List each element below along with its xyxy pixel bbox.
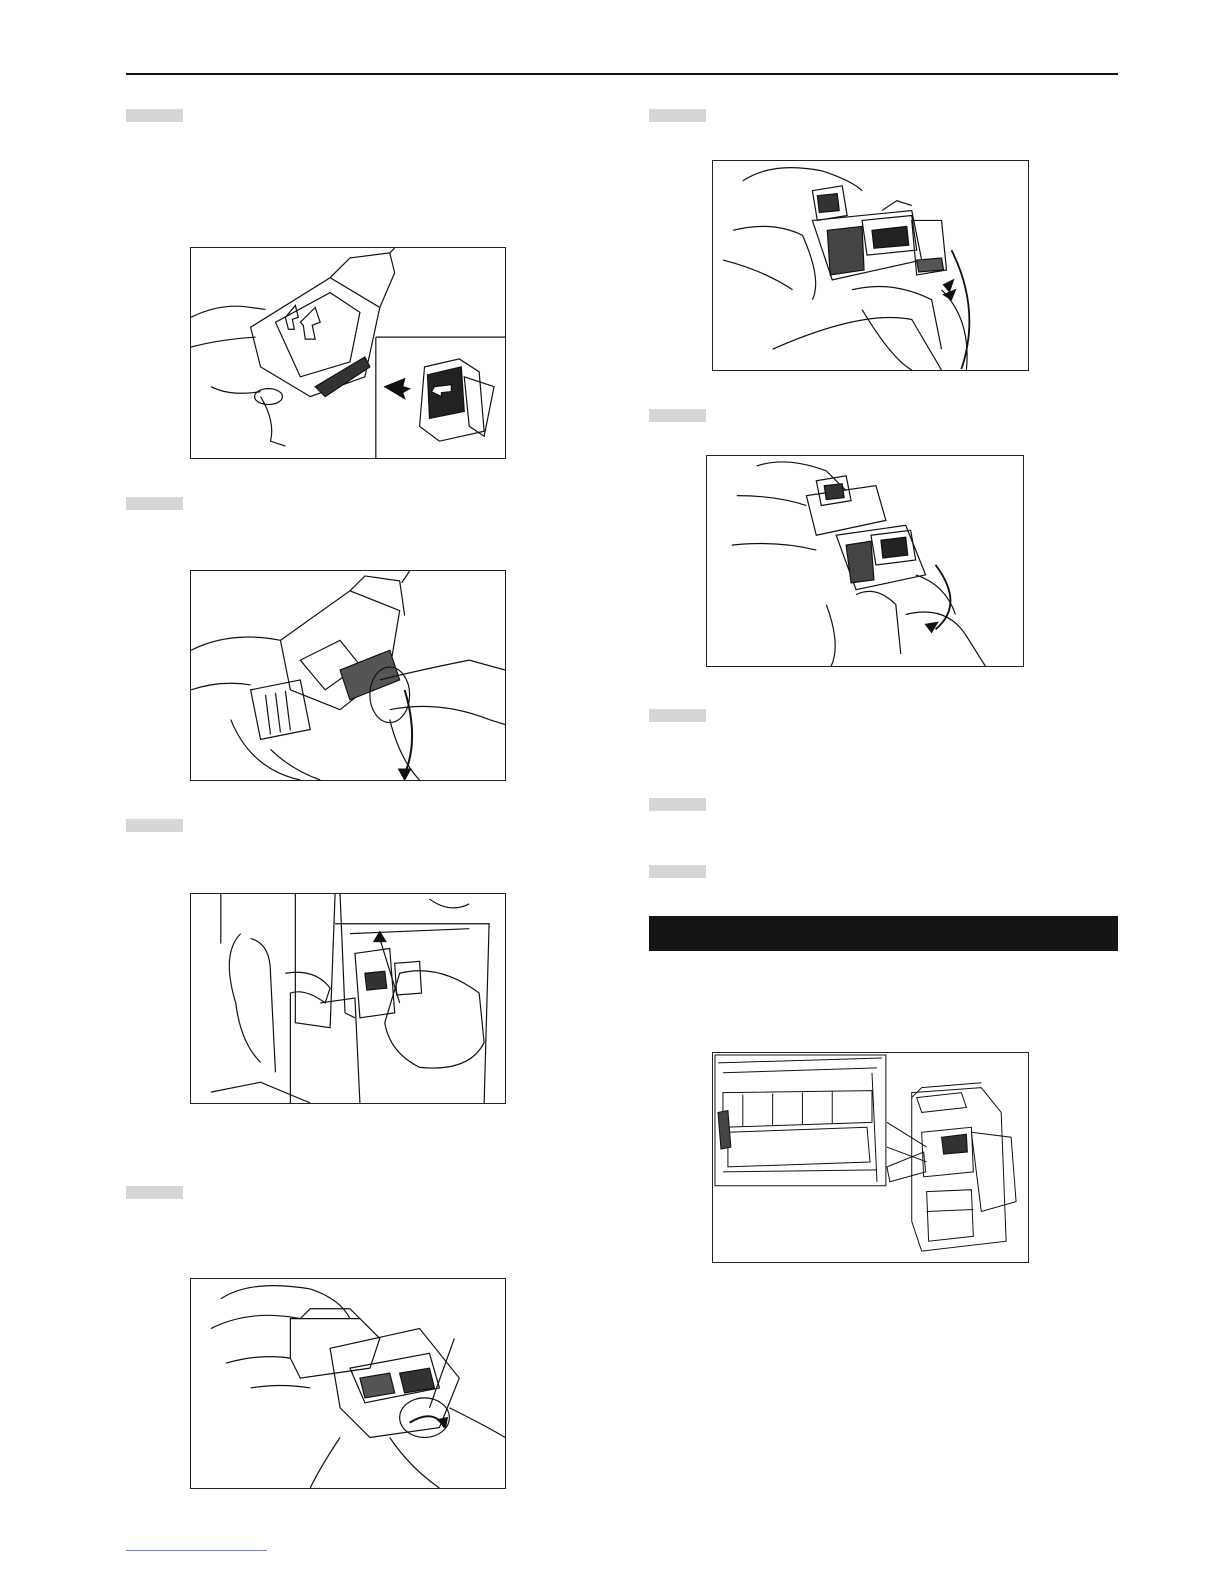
section-header-bar xyxy=(649,916,1118,951)
step-marker xyxy=(126,819,183,832)
step-marker xyxy=(649,109,706,122)
step-marker xyxy=(649,709,706,722)
step-marker xyxy=(126,497,183,510)
step-marker xyxy=(649,409,706,422)
staple-cartridge-lever-figure xyxy=(190,570,506,781)
staple-cartridge-insert-figure xyxy=(190,247,506,459)
cartridge-holder-figure xyxy=(712,160,1029,371)
step-marker xyxy=(126,1186,183,1199)
header-rule xyxy=(126,73,1118,75)
step-marker xyxy=(126,109,183,122)
cartridge-release-figure xyxy=(190,1278,506,1489)
step-marker xyxy=(649,798,706,811)
copier-side-cover-figure xyxy=(712,1052,1029,1263)
cartridge-reassemble-figure xyxy=(706,455,1024,667)
footer-link-rule xyxy=(126,1550,267,1551)
stapler-unit-remove-figure xyxy=(190,893,506,1104)
step-marker xyxy=(649,865,706,878)
